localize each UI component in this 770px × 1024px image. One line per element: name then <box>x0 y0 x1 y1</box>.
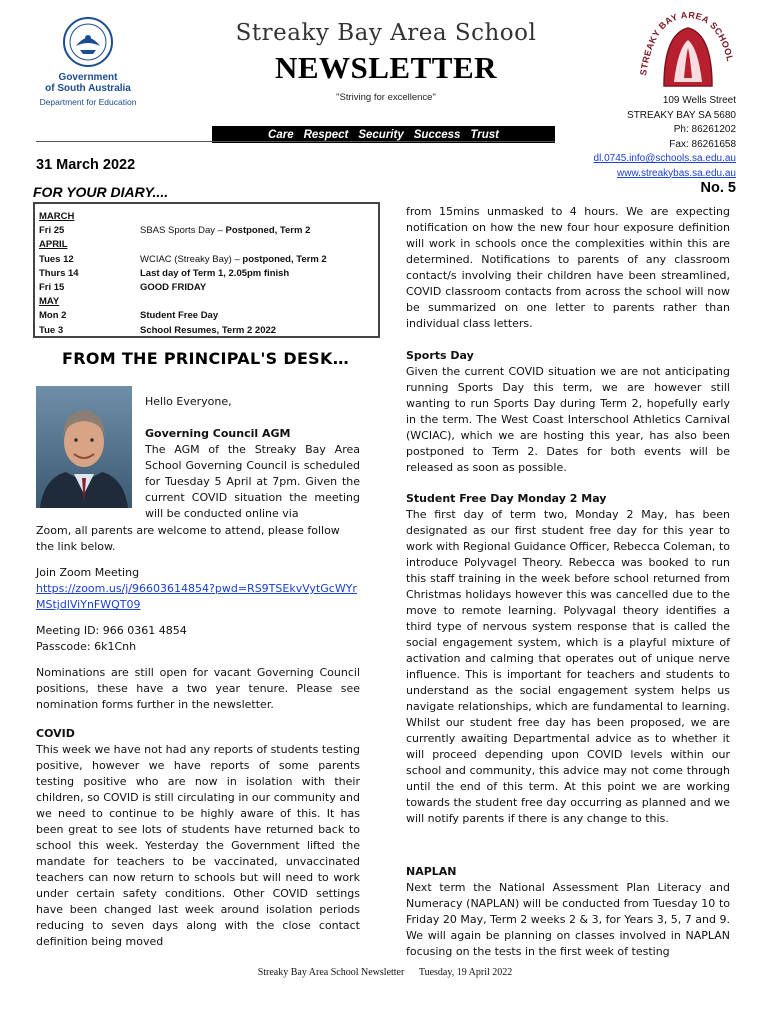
covid-heading: COVID <box>36 727 75 740</box>
diary-row <box>39 267 374 281</box>
government-logo <box>36 16 140 107</box>
diary-event: School Resumes, Term 2 2022 <box>140 324 277 336</box>
zoom-link[interactable]: https://zoom.us/j/96603614854?pwd=RS9TSEkvVytGcWYrMStjdlViYnFWQT09 <box>36 582 357 611</box>
issue-date: 31 March 2022 <box>36 157 136 173</box>
school-motto: "Striving for excellence" <box>336 92 436 103</box>
school-logo-icon <box>634 12 742 96</box>
diary-row <box>39 210 374 224</box>
government-name: Government of South Australia <box>45 72 131 94</box>
diary-event: Student Free Day <box>140 310 219 322</box>
diary-month: MARCH <box>39 211 75 222</box>
principal-photo <box>36 386 132 508</box>
school-address <box>594 94 736 181</box>
diary-date: Tue 3 <box>39 324 64 336</box>
naplan-section <box>406 864 730 960</box>
diary-month: APRIL <box>39 239 68 251</box>
student-free-day-text: The first day of term two, Monday 2 May, has been designated as our first student free day for this year to work with Regional Guidance Officer, Rebecca Coleman, to introduce Polyvagel Theory. Rebecca was booked to run this staff training in the week before school returned from Christmas holidays however this was cancelled due to the move to remote learning. Polyvagal theory identifies a third type of nervous system response that is called the social engagement system, which is a playful mixture of activation and calming that operates out of unique nerve influence. This is important for teachers and students to understand as the social engagement system helps us navigate relationships, which are fundamental to learning. Whilst our student free day has been proposed, we are currently awaiting Departmental advice as to whether it will proceed depending upon COVID levels within our school and community, this advice may not come through until the end of this term. At this point we are working towards the student free day occurring as planned and we will notify parents if there is any change to this. <box>406 508 730 825</box>
diary-event: WCIAC (Streaky Bay) – postponed, Term 2 <box>140 253 327 265</box>
address-street: 109 Wells Street <box>662 95 736 106</box>
covid-text: This week we have not had any reports of students testing positive, however we have reports of some parents testing positive who are now in isolation with their children, so COVID is still circulating in our community and we need to continue to be highly aware of this. It has been great to see lots of students have returned back to school this week. Yesterday the Government lifted the mandate for teachers to be vaccinated, unvaccinated teachers can now return to schools but will need to work under certain safety conditions. Other COVID settings have been changed last week around isolation periods reducing to seven days along with the close contact definition being moved <box>36 743 360 948</box>
nominations-text: Nominations are still open for vacant Governing Council positions, these have a two year tenure. Please see nomination forms further in the newsletter. <box>36 666 360 711</box>
diary-row <box>39 295 374 309</box>
sports-day-text: Given the current COVID situation we are not anticipating running Sports Day this term, we are however still wanting to run Sports Day during Term 2, hopefully early in the term. The West Coast Interschool Athletics Carnival (WCIAC), which we are hosting this year, has also been postponed to Term 2. Dates for both events will be released as soon as possible. <box>406 365 730 474</box>
diary-event: GOOD FRIDAY <box>140 281 207 293</box>
governing-council-section <box>145 426 360 522</box>
header-divider <box>36 141 555 142</box>
footer-date: Tuesday, 19 April 2022 <box>418 967 513 978</box>
address-fax: Fax: 86261658 <box>669 138 736 150</box>
diary-date: Fri 25 <box>39 225 65 237</box>
diary-event: SBAS Sports Day – Postponed, Term 2 <box>140 225 311 237</box>
address-town: STREAKY BAY SA 5680 <box>627 109 736 121</box>
diary-row <box>39 281 374 295</box>
issue-number: No. 5 <box>700 180 736 196</box>
diary-row <box>39 309 374 323</box>
government-department: Department for Education <box>39 97 137 107</box>
covid-text-cont: from 15mins unmasked to 4 hours. We are expecting notification on how the new four hour exposure definition will work in schools once the complexities within this are determined. Notifications to parents of any classroom contact/s involving their children have been streamlined, COVID classroom contacts from across the school will now be summarized on one letter to parents rather than individual class letters. <box>406 205 730 330</box>
meeting-passcode: Passcode: 6k1Cnh <box>36 640 137 653</box>
greeting: Hello Everyone, <box>145 395 232 408</box>
website-link[interactable]: www.streakybas.sa.edu.au <box>617 167 736 179</box>
school-logo-text: STREAKY BAY AREA SCHOOL <box>638 12 736 77</box>
value-trust: Trust <box>470 128 499 141</box>
diary-row <box>39 253 374 267</box>
naplan-text: Next term the National Assessment Plan Literacy and Numeracy (NAPLAN) will be conducted from Tuesday 10 to Friday 20 May, Term 2 weeks 2 & 3, for Years 3, 5, 7 and 9. We will again be planning on classes involved in NAPLAN focusing on the tests in the first week of testing <box>406 881 730 958</box>
student-free-day-heading: Student Free Day Monday 2 May <box>406 492 607 505</box>
diary-month: MAY <box>39 296 60 308</box>
email-link[interactable]: dl.0745.info@schools.sa.edu.au <box>593 153 736 164</box>
principal-heading: FROM THE PRINCIPAL'S DESK… <box>62 349 349 368</box>
value-care: Care <box>268 128 294 141</box>
meeting-details <box>36 623 360 655</box>
governing-council-text-cont: Zoom, all parents are welcome to attend, please follow the link below. <box>36 524 340 553</box>
school-name: Streaky Bay Area School <box>235 20 537 46</box>
address-phone: Ph: 86261202 <box>673 124 736 135</box>
meeting-id: Meeting ID: 966 0361 4854 <box>36 624 187 637</box>
government-crest-icon <box>62 16 114 68</box>
student-free-day-section <box>406 491 730 827</box>
diary-heading: FOR YOUR DIARY.... <box>33 184 169 200</box>
zoom-section <box>36 565 360 613</box>
sports-day-heading: Sports Day <box>406 349 474 362</box>
value-respect: Respect <box>303 128 349 141</box>
value-success: Success <box>413 128 461 141</box>
covid-section <box>36 726 360 950</box>
diary-date: Tues 12 <box>39 253 74 265</box>
page-footer <box>0 967 770 978</box>
newsletter-title: NEWSLETTER <box>274 50 498 85</box>
diary-row <box>39 238 374 252</box>
diary-date: Mon 2 <box>39 310 67 322</box>
sports-day-section <box>406 348 730 476</box>
footer-title: Streaky Bay Area School Newsletter <box>257 967 405 978</box>
diary-row <box>39 224 374 238</box>
diary-date: Thurs 14 <box>39 267 79 279</box>
governing-council-text: The AGM of the Streaky Bay Area School Governing Council is scheduled for Tuesday 5 April at 7pm. Given the current COVID situation the meeting will be conducted online via <box>145 443 360 520</box>
diary-date: Fri 15 <box>39 281 65 293</box>
naplan-heading: NAPLAN <box>406 865 457 878</box>
diary-row <box>39 324 374 338</box>
governing-council-heading: Governing Council AGM <box>145 427 291 440</box>
value-security: Security <box>358 128 404 141</box>
diary-box <box>33 202 380 338</box>
diary-event: Last day of Term 1, 2.05pm finish <box>140 267 290 279</box>
zoom-heading: Join Zoom Meeting <box>36 566 140 579</box>
